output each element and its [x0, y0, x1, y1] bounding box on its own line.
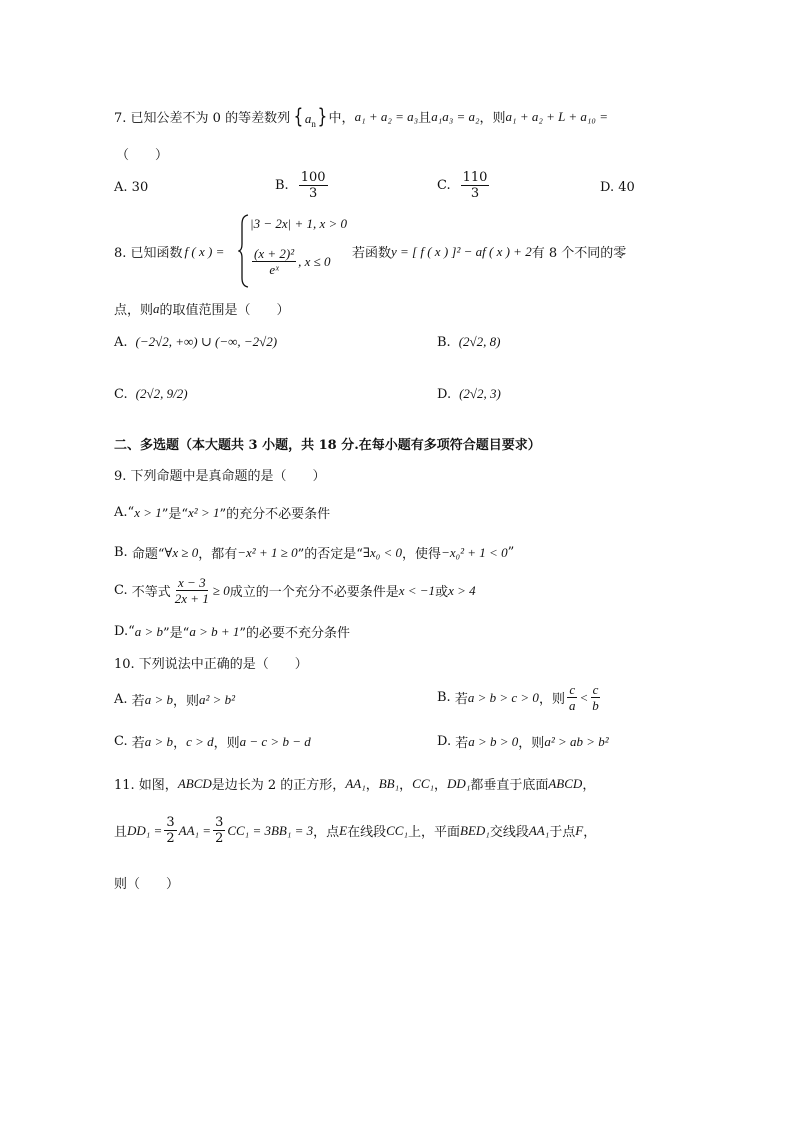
math: ∀x ≥ 0	[164, 544, 199, 560]
math: a² > b²	[198, 691, 236, 707]
text: ，	[582, 778, 596, 793]
math: −x² + 1 ≥ 0	[237, 544, 298, 560]
text: ，点	[313, 825, 340, 840]
text: ，都有	[198, 547, 238, 562]
text: ”是“	[163, 626, 190, 641]
text: ，则	[538, 692, 565, 707]
q8-line2-a: 点，则	[114, 303, 154, 318]
math: a > b > 0	[468, 733, 519, 749]
q7-stem-mid3: ，则	[479, 111, 506, 126]
math: BED₁	[460, 822, 490, 838]
q9-stem: 9. 下列命题中是真命题的是（ ）	[114, 469, 326, 484]
text: 都垂直于底面	[470, 778, 549, 793]
text: ，则	[518, 736, 545, 751]
piecewise-brace	[238, 214, 250, 288]
math: x < −1	[398, 582, 436, 598]
option-text: (2√2, 3)	[459, 386, 501, 401]
fraction: $\frac{c}{b}$	[592, 682, 599, 713]
text: 若	[455, 736, 469, 751]
text: 在线段	[347, 825, 387, 840]
math: a > b	[144, 733, 174, 749]
option-label: A.	[114, 692, 128, 707]
math: F	[575, 822, 584, 838]
math: a > b + 1	[189, 623, 240, 639]
q10-option-a	[114, 690, 235, 709]
quote: “	[127, 505, 135, 520]
math: x > 4	[448, 582, 476, 598]
math: BB₁	[378, 775, 400, 791]
q9-option-b	[114, 543, 514, 562]
fraction: $\frac{100}{3}$	[300, 170, 326, 201]
text: ，使得	[402, 547, 442, 562]
q8-func: y = [ f ( x ) ]² − af ( x ) + 2	[391, 243, 532, 259]
option-label: D.	[600, 180, 615, 195]
q8-option-d	[437, 386, 501, 402]
math: ≥ 0	[212, 582, 230, 598]
text: 或	[435, 585, 449, 600]
option-text: (2√2, 8)	[458, 334, 501, 349]
q8-stem-mid: 若函数	[352, 246, 392, 261]
math: DD₁ =	[127, 822, 163, 838]
text: ，	[399, 778, 413, 793]
q8-option-c	[114, 386, 188, 402]
text: 是边长为 2 的正方形，	[211, 778, 346, 793]
section-title: 二、多选题（本大题共 3 小题，共 18 分.在每小题有多项符合题目要求）	[114, 438, 541, 453]
math: a > b	[134, 623, 164, 639]
option-label: B.	[437, 334, 451, 350]
text: 若	[454, 692, 468, 707]
math: ∃x₀ < 0	[362, 544, 403, 560]
q7-cond1: a₁ + a₂ = a₃	[354, 108, 419, 124]
text: 上，平面	[408, 825, 461, 840]
fraction: $\frac{\text{(x + 2)²}}{\text{eˣ}}$	[254, 246, 295, 277]
q8-option-b	[437, 334, 500, 350]
q10-option-b	[437, 682, 603, 713]
fraction: $\frac{x - 3}{2x + 1}$	[174, 575, 209, 606]
q7-seq: { $a_n$}	[293, 104, 327, 129]
q8-stem-cont	[352, 242, 626, 261]
math: AA₁	[528, 822, 550, 838]
text: ，	[434, 778, 448, 793]
math: ABCD	[177, 775, 212, 791]
option-label: B.	[437, 690, 451, 705]
q8-stem-tail: 有 8 个不同的零	[531, 246, 627, 261]
math: a > b > c > 0	[467, 689, 539, 705]
math: AA₁ =	[178, 822, 212, 838]
q8-stem-line2	[114, 299, 290, 318]
option-text: 40	[618, 180, 635, 195]
q7-option-c	[437, 170, 491, 201]
option-label: C.	[114, 734, 128, 749]
math: a > b	[144, 691, 173, 707]
math: AA₁	[345, 775, 366, 791]
q11-line1	[114, 774, 595, 793]
q7-stem-mid1: 中，	[328, 111, 355, 126]
q8-fx: f ( x ) =	[184, 243, 225, 259]
text: ”的充分不必要条件	[219, 507, 331, 522]
q7-blank	[116, 144, 168, 163]
option-label: C.	[437, 178, 451, 193]
option-label: A.	[114, 505, 128, 520]
option-label: C.	[114, 386, 128, 402]
option-label: A.	[114, 334, 128, 350]
q7-option-a	[114, 180, 148, 195]
q8-line2-var: a	[153, 300, 160, 316]
q7-option-d	[600, 180, 635, 195]
option-text: (2√2, 9/2)	[135, 386, 188, 401]
text: 且	[114, 825, 128, 840]
text: 于点	[549, 825, 576, 840]
option-label: B.	[275, 178, 289, 193]
math: x² > 1	[188, 504, 220, 520]
text: ，	[173, 736, 187, 751]
text: 命题“	[131, 547, 165, 562]
option-label: D.	[437, 386, 452, 402]
q7-sum: a₁ + a₂ + L + a₁₀ =	[505, 108, 608, 124]
math: E	[339, 822, 348, 838]
option-text: (−2√2, +∞) ∪ (−∞, −2√2)	[135, 334, 278, 349]
math: ABCD	[548, 775, 583, 791]
answer-blank: （ ）	[116, 148, 169, 163]
q7-option-b	[275, 170, 330, 201]
math: CC₁ = 3BB₁ = 3	[227, 822, 314, 838]
q10-option-d	[437, 732, 609, 751]
q10-option-c	[114, 732, 311, 751]
fraction: $\frac{c}{a}$	[568, 682, 576, 713]
text: 11. 如图，	[114, 778, 178, 793]
text: ”的否定是“	[297, 547, 363, 562]
option-label: D.	[437, 734, 452, 749]
text: ，	[365, 778, 379, 793]
quote: “	[128, 624, 135, 639]
text: 不等式	[131, 585, 171, 600]
q9-option-c	[114, 575, 476, 606]
math: CC₁	[386, 822, 409, 838]
text: ，则	[172, 694, 199, 709]
text: ，	[583, 825, 597, 840]
text: 交线段	[489, 825, 529, 840]
text: 若	[131, 694, 145, 709]
option-label: D.	[114, 624, 129, 639]
math: x > 1	[134, 504, 162, 520]
math: a − c > b − d	[239, 733, 311, 749]
q7-cond2: a₁a₃ = a₂	[431, 108, 480, 124]
fraction: $\frac{110}{3}$	[462, 170, 488, 201]
text: ”是“	[161, 507, 189, 522]
option-label: B.	[114, 545, 128, 560]
q7-stem-mid2: 且	[418, 111, 432, 126]
math: CC₁	[412, 775, 435, 791]
q8-line2-b: 的取值范围是（ ）	[159, 303, 290, 318]
q8-stem-prefix: 8. 已知函数	[114, 246, 183, 261]
q9-option-d	[114, 622, 350, 641]
fraction: $\frac{3}{2}$	[166, 815, 175, 846]
text: ，则	[213, 736, 240, 751]
q8-option-a	[114, 334, 277, 350]
math: <	[579, 689, 589, 705]
q10-stem: 10. 下列说法中正确的是（ ）	[114, 657, 308, 672]
fraction: $\frac{3}{2}$	[215, 815, 224, 846]
text: ”	[507, 545, 515, 560]
math: −x₀² + 1 < 0	[441, 544, 508, 560]
text: 若	[131, 736, 145, 751]
option-text: 30	[131, 180, 149, 195]
math: c > d	[186, 733, 214, 749]
q8-case1: |3 − 2x| + 1, x > 0	[250, 216, 348, 231]
option-label: A.	[114, 180, 128, 195]
q7-stem-prefix: 7. 已知公差不为 0 的等差数列	[114, 111, 291, 126]
option-label: C.	[114, 583, 128, 598]
q8-stem	[114, 242, 224, 261]
q8-case2: $\frac{\text{(x + 2)²}}{\text{eˣ}}$ , x ≤ 0	[254, 246, 331, 277]
text: 成立的一个充分不必要条件是	[229, 585, 399, 600]
q9-option-a	[114, 503, 330, 522]
math: a² > ab > b²	[544, 733, 609, 749]
math: DD₁	[447, 775, 471, 791]
q11-line2	[114, 815, 596, 846]
text: ”的必要不充分条件	[239, 626, 351, 641]
q11-line3: 则（ ）	[114, 877, 180, 892]
q7-stem	[114, 106, 608, 127]
